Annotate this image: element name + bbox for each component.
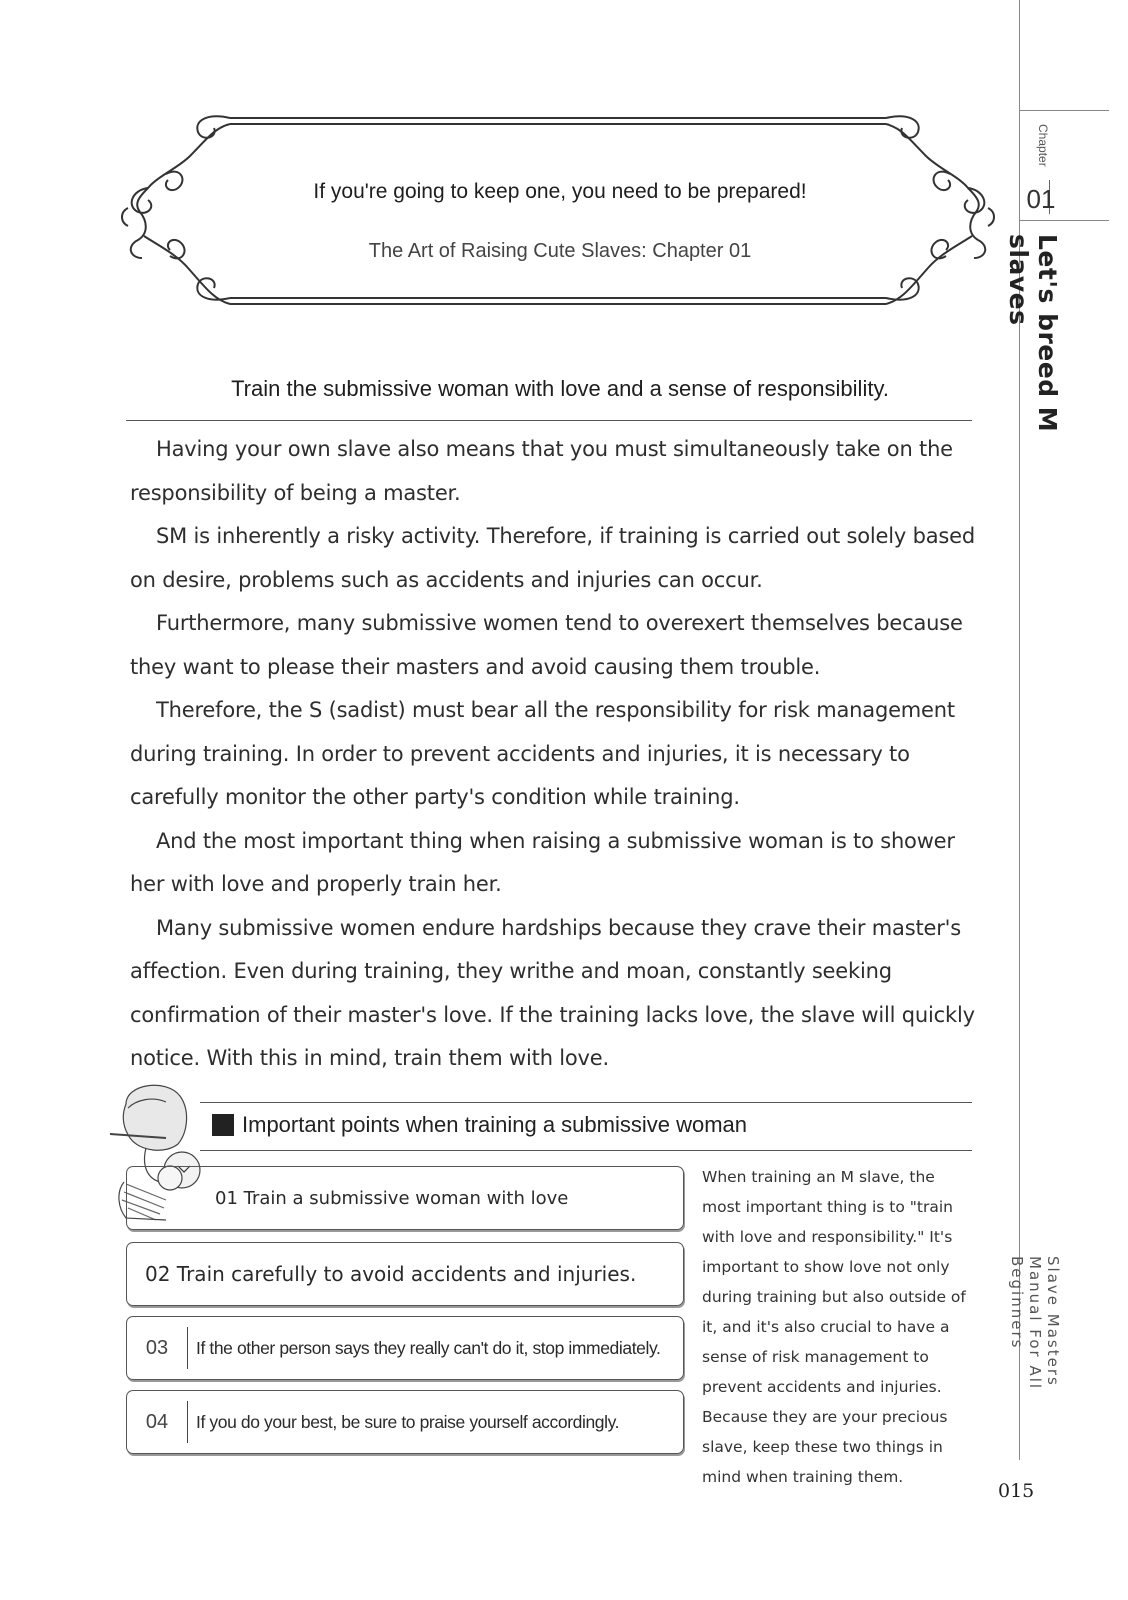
book-title: Slave Masters Manual For All Beginners bbox=[1008, 1256, 1062, 1391]
body-paragraph: And the most important thing when raising a submissive woman is to shower her with love and properly train her. bbox=[130, 828, 955, 896]
points-top-divider bbox=[200, 1102, 972, 1103]
body-paragraph: SM is inherently a risky activity. Therefore, if training is carried out solely based on desire, problems such as accidents and injuries can occur. bbox=[130, 524, 975, 592]
body-paragraph: Therefore, the S (sadist) must bear all the responsibility for risk management during training. In order to prevent accidents and injuries, it is necessary to carefully monitor the other party's condition while training. bbox=[130, 698, 955, 809]
body-paragraph: Having your own slave also means that you must simultaneously take on the responsibility of being a master. bbox=[130, 437, 953, 505]
side-tab-rule-bottom bbox=[1019, 220, 1109, 221]
section-subtitle: Train the submissive woman with love and a sense of responsibility. bbox=[231, 376, 889, 401]
point-text: If you do your best, be sure to praise yourself accordingly. bbox=[196, 1411, 620, 1432]
body-text bbox=[130, 428, 990, 1081]
point-item-04 bbox=[126, 1390, 684, 1454]
point-text: 02 Train carefully to avoid accidents and injuries. bbox=[145, 1262, 637, 1286]
points-bottom-divider bbox=[200, 1150, 972, 1151]
points-heading bbox=[212, 1112, 972, 1138]
point-number: 03 bbox=[145, 1336, 169, 1359]
point-text: 01 Train a submissive woman with love bbox=[215, 1187, 569, 1209]
point-separator bbox=[187, 1327, 188, 1369]
subtitle-divider bbox=[126, 420, 972, 421]
points-heading-label: Important points when training a submissive woman bbox=[242, 1112, 748, 1137]
ornate-frame bbox=[118, 108, 998, 328]
point-item-01 bbox=[126, 1166, 684, 1230]
point-item-03 bbox=[126, 1316, 684, 1380]
square-bullet-icon bbox=[212, 1114, 234, 1136]
point-separator bbox=[187, 1401, 188, 1443]
side-tab-rule-top bbox=[1019, 110, 1109, 111]
point-number: 04 bbox=[145, 1410, 169, 1433]
chapter-label: Chapter bbox=[1036, 124, 1050, 167]
header-tagline: If you're going to keep one, you need to be prepared! bbox=[313, 180, 807, 203]
header-chapter-title: The Art of Raising Cute Slaves: Chapter 01 bbox=[368, 240, 752, 262]
point-text: If the other person says they really can't do it, stop immediately. bbox=[196, 1337, 661, 1358]
side-tab-border bbox=[1019, 0, 1020, 1460]
body-paragraph: Furthermore, many submissive women tend to overexert themselves because they want to please their masters and avoid causing them trouble. bbox=[130, 611, 963, 679]
side-note: When training an M slave, the most important thing is to "train with love and responsibility." It's important to show love not only during training but also outside of it, and it's also crucial to have a sense of risk management to prevent accidents and injuries. Because they are your precious slave, keep these two things in mind when training them. bbox=[702, 1168, 966, 1486]
chapter-side-title: Let's breed M slaves bbox=[1004, 234, 1062, 433]
body-paragraph: Many submissive women endure hardships because they crave their master's affection. Even during training, they writhe and moan, constantly seeking confirmation of their master's love. If the training lacks love, the slave will quickly notice. With this in mind, train them with love. bbox=[130, 915, 975, 1070]
point-item-02 bbox=[126, 1242, 684, 1306]
chapter-number: 01 bbox=[1026, 184, 1056, 214]
page-number: 015 bbox=[998, 1480, 1035, 1502]
